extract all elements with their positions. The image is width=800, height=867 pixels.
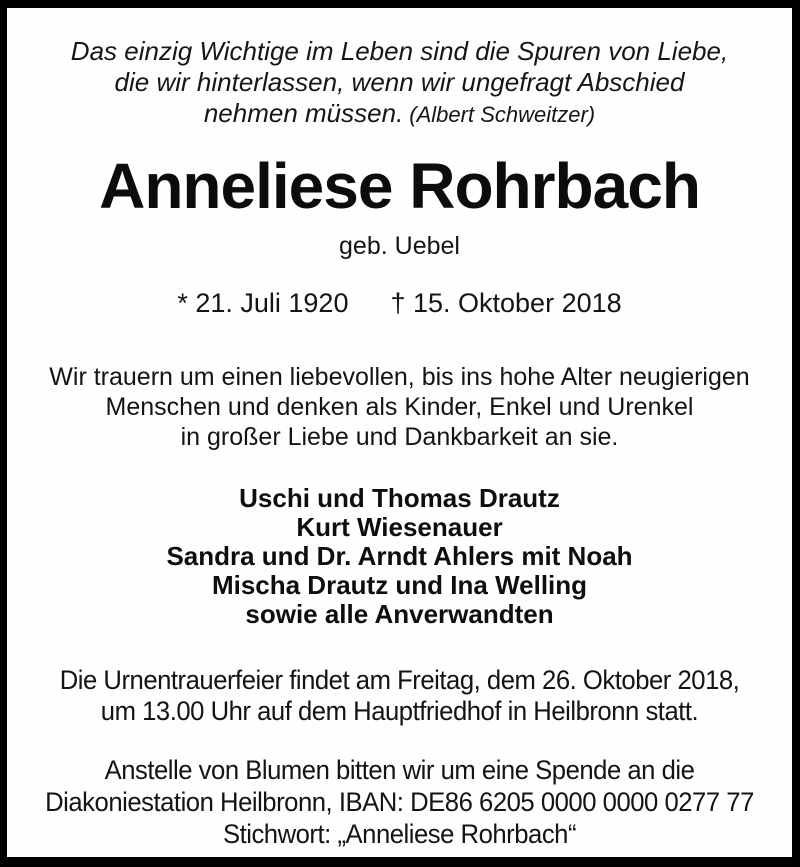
mourner-name: Sandra und Dr. Arndt Ahlers mit Noah: [166, 541, 633, 571]
quote-line: [7, 98, 792, 130]
tribute-line: in großer Liebe und Dankbarkeit an sie.: [180, 423, 619, 451]
donation-line: Diakoniestation Heilbronn, IBAN: DE86 6205 0000 0000 0277 77: [45, 787, 754, 817]
obituary-page: [7, 8, 792, 857]
donation-line: Anstelle von Blumen bitten wir um eine Spende an die: [104, 755, 695, 785]
service-line: Die Urnentrauerfeier findet am Freitag, dem 26. Oktober 2018,: [59, 665, 740, 695]
mourner-name: Uschi und Thomas Drautz: [239, 483, 560, 513]
mourners-list: [7, 484, 792, 629]
donation-details: [27, 754, 773, 850]
mourner-name: sowie alle Anverwandten: [245, 599, 554, 629]
quote-line: Das einzig Wichtige im Leben sind die Spuren von Liebe,: [70, 36, 729, 66]
life-dates: [7, 288, 792, 318]
service-details: [27, 665, 773, 727]
tribute-line: Wir trauern um einen liebevollen, bis ins hohe Alter neugierigen: [49, 363, 750, 391]
tribute-line: Menschen und denken als Kinder, Enkel und Urenkel: [105, 393, 694, 421]
donation-line: Stichwort: „Anneliese Rohrbach“: [222, 819, 577, 849]
maiden-name: geb. Uebel: [339, 232, 460, 260]
mourner-name: Mischa Drautz und Ina Welling: [211, 570, 588, 600]
quote-attribution: (Albert Schweitzer): [409, 102, 596, 127]
birth-date: * 21. Juli 1920: [177, 288, 349, 318]
tribute-paragraph: [7, 362, 792, 452]
deceased-name: Anneliese Rohrbach: [99, 150, 700, 222]
death-date: † 15. Oktober 2018: [390, 288, 622, 318]
quote-line: die wir hinterlassen, wenn wir ungefragt Abschied: [114, 67, 685, 97]
mourner-name: Kurt Wiesenauer: [296, 512, 503, 542]
memorial-quote: [7, 36, 792, 130]
service-line: um 13.00 Uhr auf dem Hauptfriedhof in Heilbronn statt.: [100, 696, 699, 726]
quote-line-text: nehmen müssen.: [203, 98, 404, 128]
